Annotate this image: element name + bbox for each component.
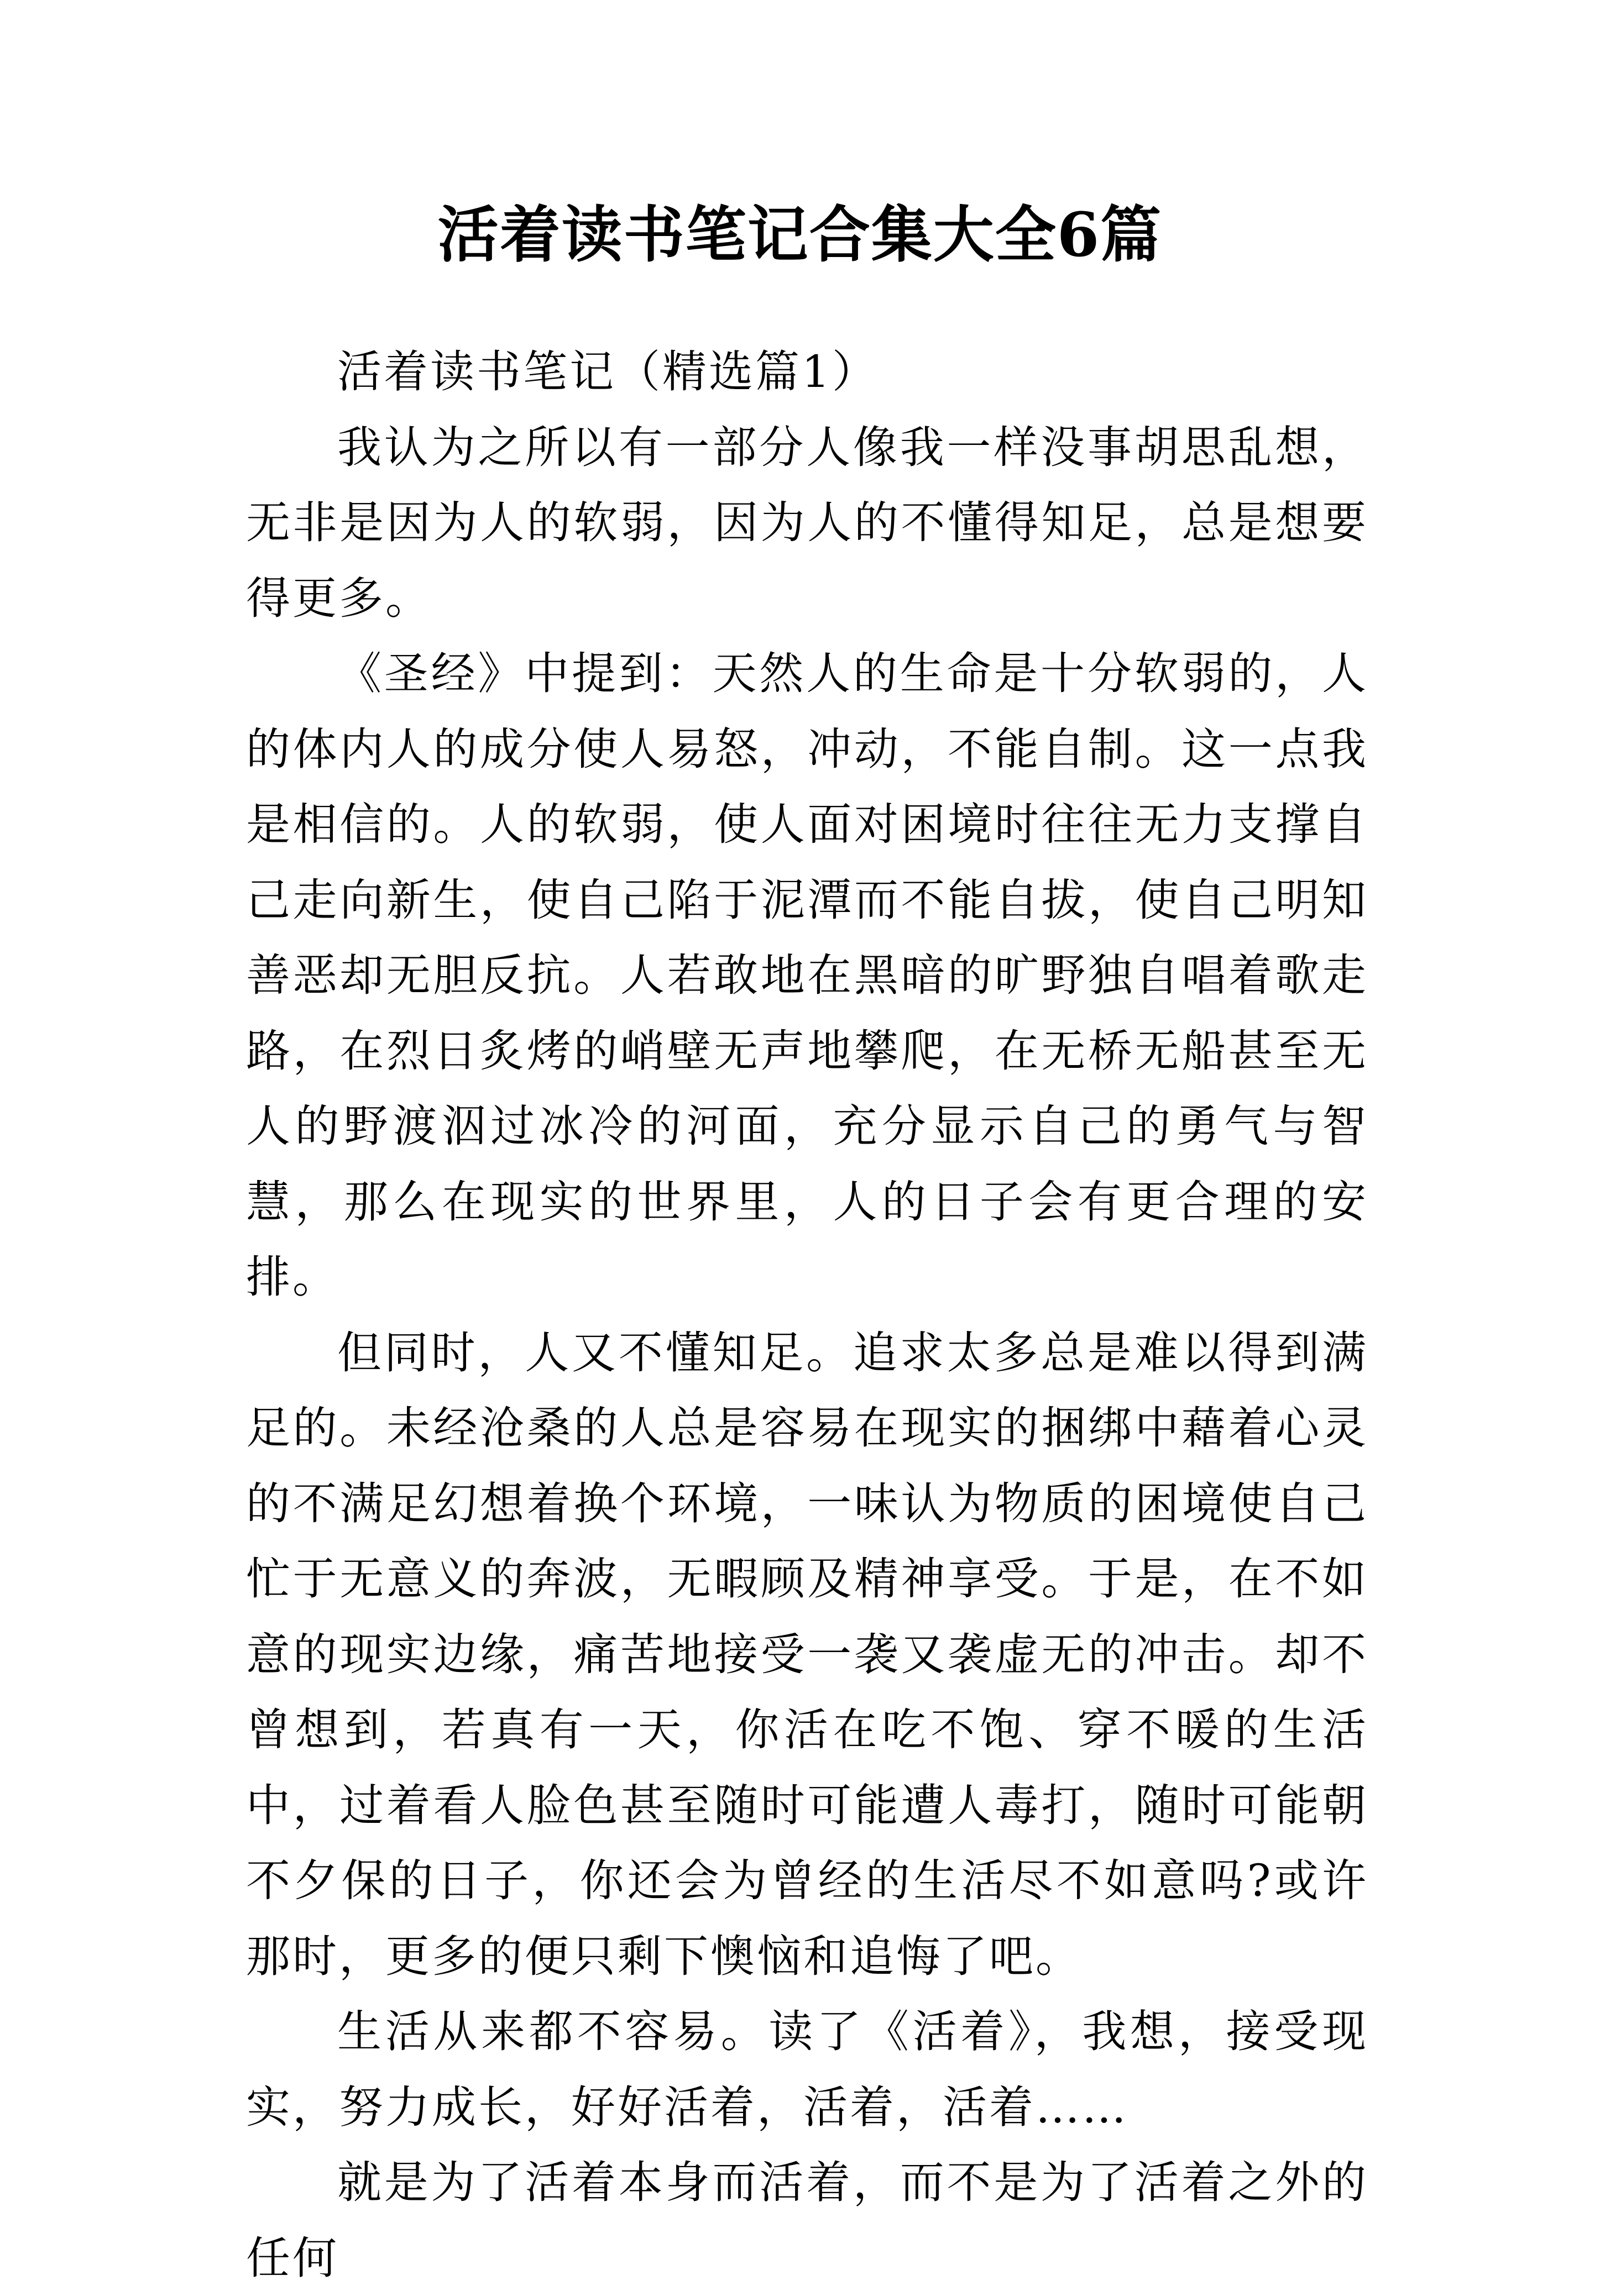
paragraph: 生活从来都不容易。读了《活着》，我想，接受现实，努力成长，好好活着，活着，活着…… [246,2006,1368,2133]
section-heading: 活着读书笔记（精选篇1） [337,346,879,397]
paragraph: 就是为了活着本身而活着，而不是为了活着之外的任何 [246,2157,1368,2284]
paragraph: 我认为之所以有一部分人像我一样没事胡思乱想，无非是因为人的软弱，因为人的不懂得知足，总是想要得更多。 [246,421,1368,624]
paragraph: 但同时，人又不懂知足。追求太多总是难以得到满足的。未经沧桑的人总是容易在现实的捆绑中藉着心灵的不满足幻想着换个环境，一味认为物质的困境使自己忙于无意义的奔波，无暇顾及精神享受。于是，在不如意的现实边缘，痛苦地接受一袭又袭虚无的冲击。却不曾想到，若真有一天，你活在吃不饱、穿不暖的生活中，过着看人脸色甚至随时可能遭人毒打，随时可能朝不夕保的日子，你还会为曾经的生活尽不如意吗?或许那时，更多的便只剩下懊恼和追悔了吧。 [246,1327,1368,1982]
document-title: 活着读书笔记合集大全6篇 [437,199,1163,270]
document-body [246,334,1368,2296]
paragraph: 《圣经》中提到：天然人的生命是十分软弱的，人的体内人的成分使人易怒，冲动，不能自制。这一点我是相信的。人的软弱，使人面对困境时往往无力支撑自己走向新生，使自己陷于泥潭而不能自拔，使自己明知善恶却无胆反抗。人若敢地在黑暗的旷野独自唱着歌走路，在烈日炙烤的峭壁无声地攀爬，在无桥无船甚至无人的野渡泅过冰冷的河面，充分显示自己的勇气与智慧，那么在现实的世界里，人的日子会有更合理的安排。 [246,648,1368,1303]
